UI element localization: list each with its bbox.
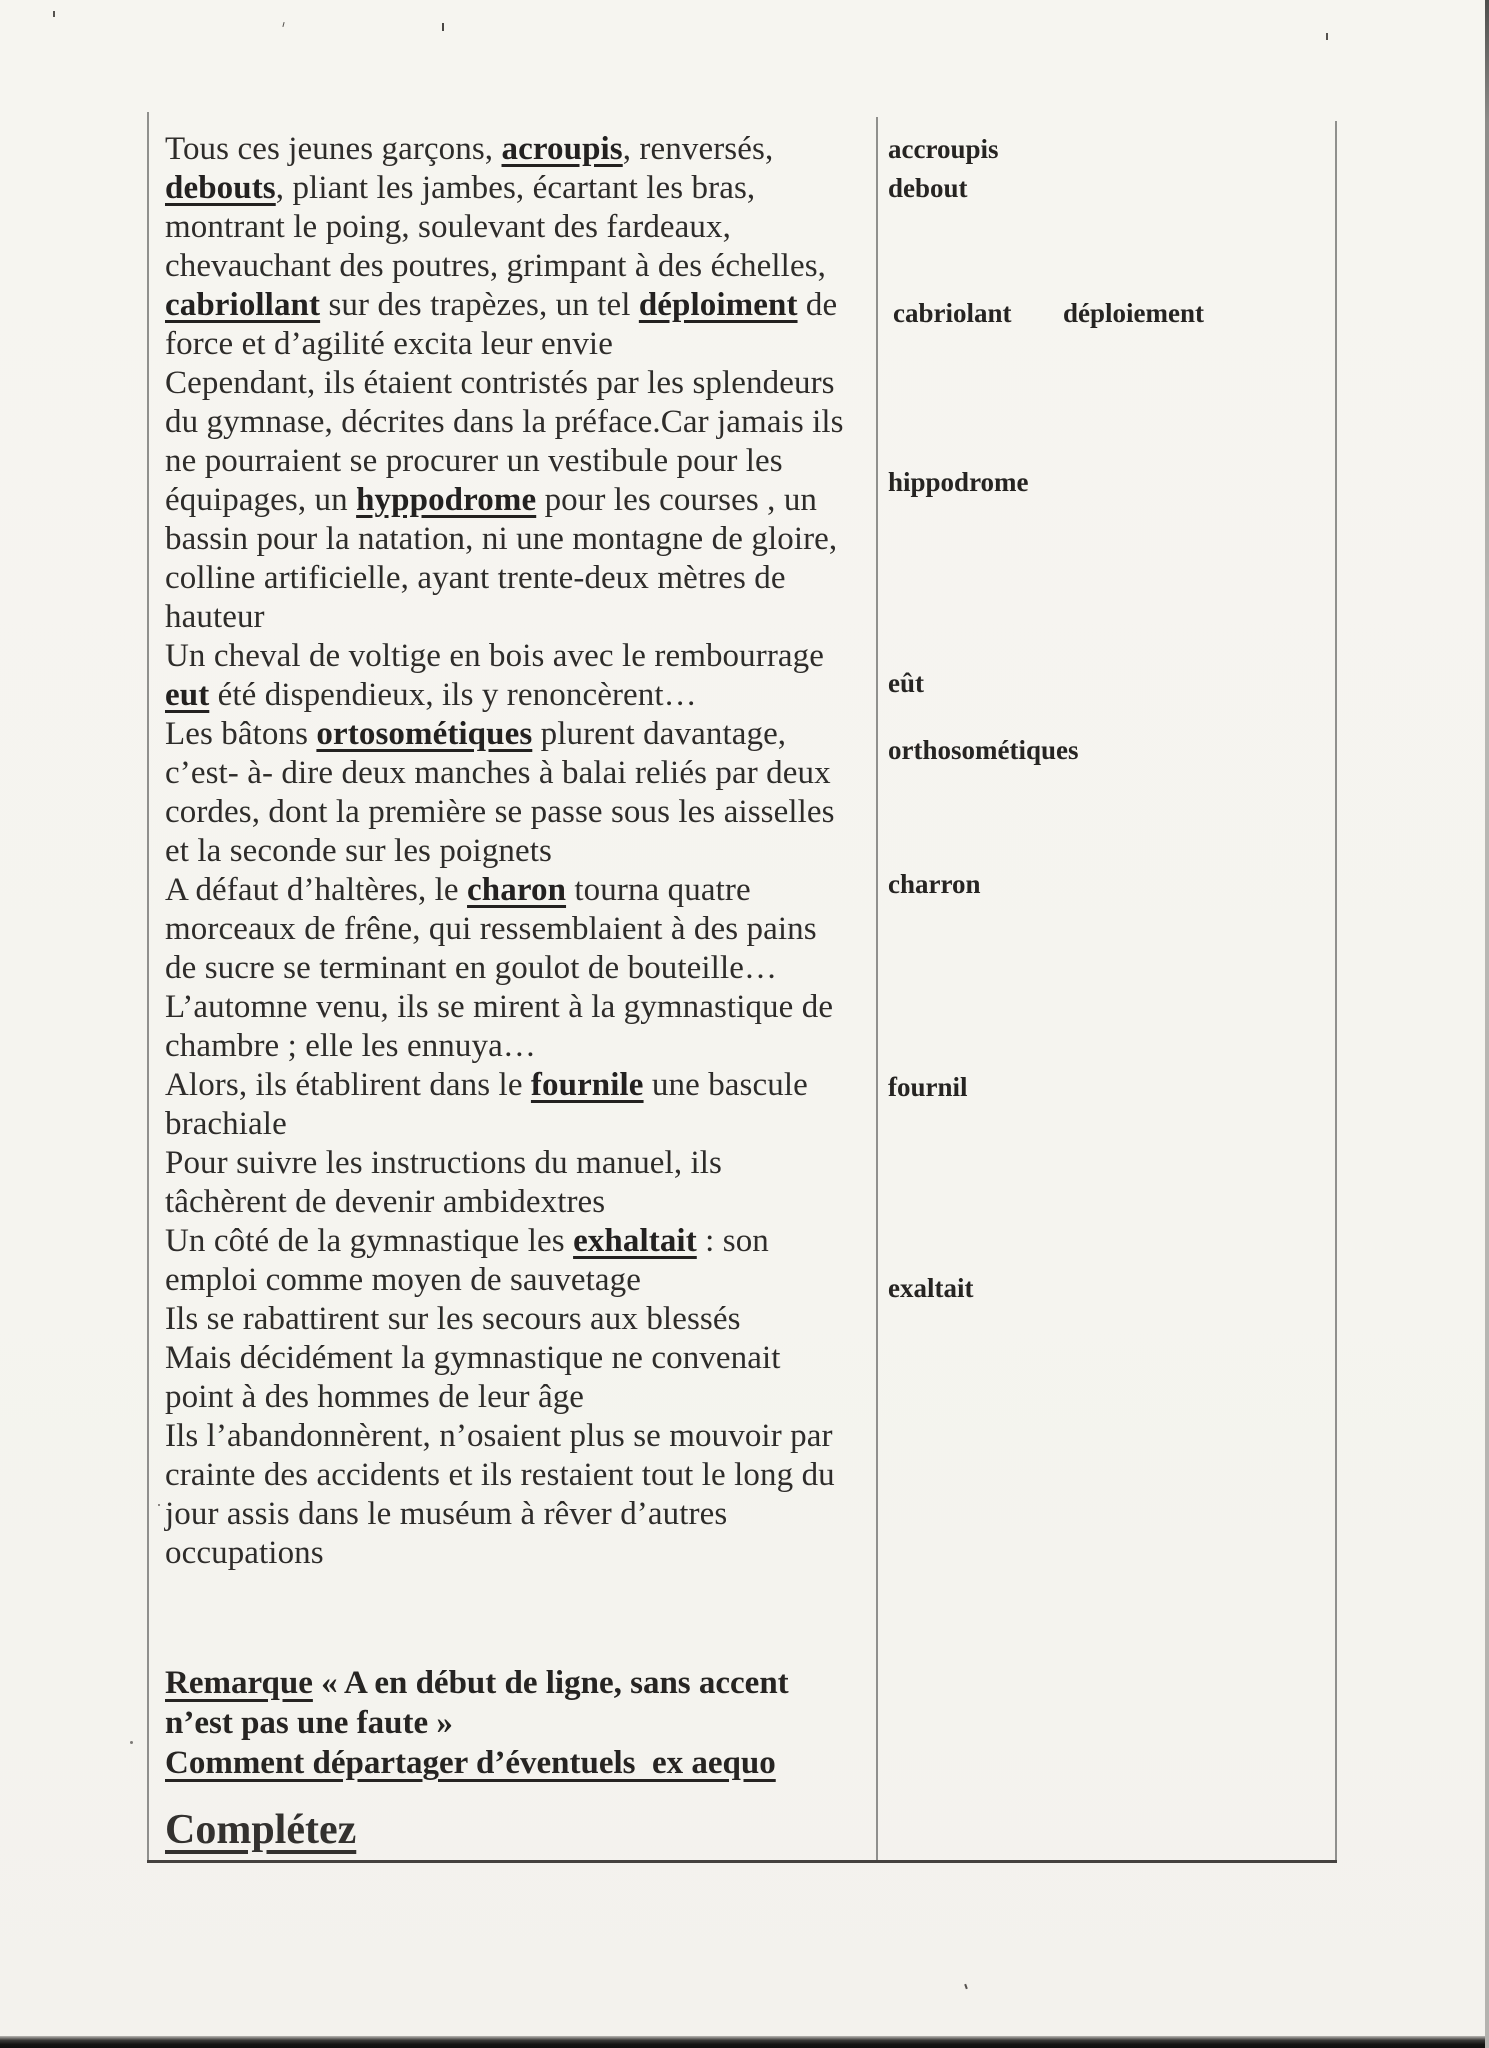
text-segment: été dispendieux, ils y renoncèrent… [209, 677, 697, 713]
text-segment: c’est- à- dire deux manches à balai reliés par deux [165, 755, 831, 791]
text-segment: Mais décidément la gymnastique ne convenait [165, 1340, 781, 1376]
correction-label: hippodrome [888, 467, 1029, 497]
error-word: cabriollant [165, 287, 321, 323]
error-word: acroupis [501, 131, 623, 167]
text-segment: pour les courses , un [536, 482, 818, 518]
text-segment: « A en début de ligne, sans accent [312, 1665, 789, 1701]
text-line [165, 442, 844, 481]
text-segment: sur des trapèzes, un tel [320, 287, 639, 323]
table-column-divider [876, 117, 878, 1862]
text-segment: Un côté de la gymnastique les [165, 1223, 574, 1259]
text-line [165, 910, 844, 949]
table-right-border [1335, 121, 1337, 1862]
text-line [165, 1144, 844, 1183]
text-line [165, 481, 844, 520]
text-line [165, 325, 844, 364]
scan-speck [1326, 33, 1328, 40]
text-line [165, 871, 844, 910]
text-segment: montrant le poing, soulevant des fardeaux, [165, 209, 731, 245]
text-line [165, 1261, 844, 1300]
text-segment: tâchèrent de devenir ambidextres [165, 1184, 606, 1220]
text-segment: n’est pas une faute » [165, 1705, 453, 1741]
correction-label: debout [888, 173, 968, 203]
scan-speck [282, 22, 284, 27]
correction-label: orthosométiques [888, 735, 1079, 765]
text-line [165, 1417, 844, 1456]
text-segment: emploi comme moyen de sauvetage [165, 1262, 641, 1298]
text-segment: force et d’agilité excita leur envie [165, 326, 613, 362]
text-segment: A défaut d’haltères, le [165, 872, 468, 908]
text-line [165, 1222, 844, 1261]
text-line [165, 1300, 844, 1339]
correction-label: accroupis [888, 134, 999, 164]
text-segment: Pour suivre les instructions du manuel, ils [165, 1145, 723, 1181]
text-segment: tourna quatre [566, 872, 751, 908]
text-segment: Alors, ils établirent dans le [165, 1067, 531, 1103]
remark-block [165, 1663, 789, 1783]
text-segment: hauteur [165, 599, 265, 635]
text-line [165, 637, 844, 676]
scan-speck [53, 11, 55, 17]
text-line [165, 1378, 844, 1417]
correction-label: charron [888, 869, 981, 899]
underlined-text: Remarque [165, 1665, 313, 1701]
text-line [165, 1703, 789, 1743]
text-segment: Les bâtons [165, 716, 317, 752]
text-line [165, 598, 844, 637]
text-segment: Tous ces jeunes garçons, [165, 131, 502, 167]
text-segment: Un cheval de voltige en bois avec le rembourrage [165, 638, 825, 674]
dictation-text-column [165, 130, 844, 1573]
text-line [165, 1534, 844, 1573]
text-line [165, 1743, 789, 1783]
text-line [165, 403, 844, 442]
text-segment: plurent davantage, [532, 716, 787, 752]
error-word: déploiment [638, 287, 798, 323]
text-segment: Ils se rabattirent sur les secours aux blessés [165, 1301, 741, 1337]
text-line [165, 169, 844, 208]
text-segment: Ils l’abandonnèrent, n’osaient plus se mouvoir par [165, 1418, 833, 1454]
error-word: eut [165, 677, 210, 713]
text-segment: brachiale [165, 1106, 287, 1142]
text-line [165, 754, 844, 793]
text-line [165, 559, 844, 598]
scan-speck [964, 1984, 968, 1989]
text-segment: point à des hommes de leur âge [165, 1379, 585, 1415]
text-line [165, 793, 844, 832]
text-segment: chevauchant des poutres, grimpant à des échelles, [165, 248, 826, 284]
text-segment: L’automne venu, ils se mirent à la gymnastique de [165, 989, 834, 1025]
text-segment: ne pourraient se procurer un vestibule pour les [165, 443, 783, 479]
text-segment: et la seconde sur les poignets [165, 833, 552, 869]
text-line [165, 1066, 844, 1105]
scan-right-edge [1485, 0, 1489, 2048]
error-word: hyppodrome [356, 482, 537, 518]
text-segment: Cependant, ils étaient contristés par les splendeurs [165, 365, 835, 401]
text-segment: chambre ; elle les ennuya… [165, 1028, 536, 1064]
text-line [165, 130, 844, 169]
text-segment: morceaux de frêne, qui ressemblaient à des pains [165, 911, 817, 947]
text-line [165, 1495, 844, 1534]
text-line [165, 1663, 789, 1703]
correction-label: cabriolant [893, 298, 1012, 328]
underlined-text: Comment départager d’éventuels ex aequo [165, 1745, 776, 1781]
text-line [165, 676, 844, 715]
text-segment: une bascule [643, 1067, 808, 1103]
scan-speck [158, 1504, 160, 1506]
text-segment: crainte des accidents et ils restaient tout le long du [165, 1457, 835, 1493]
text-line [165, 832, 844, 871]
text-line [165, 1105, 844, 1144]
scan-bottom-edge [0, 2036, 1489, 2048]
text-segment: colline artificielle, ayant trente-deux mètres de [165, 560, 786, 596]
text-segment: , renversés, [622, 131, 774, 167]
correction-label: exaltait [888, 1273, 974, 1303]
error-word: fournile [530, 1067, 644, 1103]
text-segment: : son [696, 1223, 769, 1259]
correction-label: fournil [888, 1072, 968, 1102]
error-word: exhaltait [573, 1223, 697, 1259]
table-left-border [147, 112, 149, 1862]
text-line [165, 208, 844, 247]
correction-label: déploiement [1063, 298, 1204, 328]
text-line [165, 1456, 844, 1495]
text-segment: de sucre se terminant en goulot de bouteille… [165, 950, 778, 986]
scan-speck [130, 1741, 133, 1744]
text-segment: bassin pour la natation, ni une montagne de gloire, [165, 521, 838, 557]
text-line [165, 715, 844, 754]
scan-speck [442, 23, 444, 31]
error-word: ortosométiques [316, 716, 533, 752]
text-line [165, 1027, 844, 1066]
text-line [165, 1339, 844, 1378]
error-word: charon [467, 872, 567, 908]
error-word: debouts [165, 170, 276, 206]
text-segment: jour assis dans le muséum à rêver d’autres [165, 1496, 728, 1532]
text-segment: de [797, 287, 838, 323]
correction-label: eût [888, 668, 924, 698]
text-segment: occupations [165, 1535, 324, 1571]
text-segment: cordes, dont la première se passe sous les aisselles [165, 794, 835, 830]
complete-heading: Complétez [165, 1807, 357, 1853]
text-segment: du gymnase, décrites dans la préface.Car jamais ils [165, 404, 844, 440]
text-line [165, 1183, 844, 1222]
text-segment: équipages, un [165, 482, 357, 518]
text-line [165, 364, 844, 403]
text-line [165, 520, 844, 559]
text-line [165, 286, 844, 325]
table-bottom-border [147, 1860, 1337, 1863]
text-line [165, 988, 844, 1027]
text-line [165, 247, 844, 286]
text-segment: , pliant les jambes, écartant les bras, [275, 170, 756, 206]
text-line [165, 949, 844, 988]
